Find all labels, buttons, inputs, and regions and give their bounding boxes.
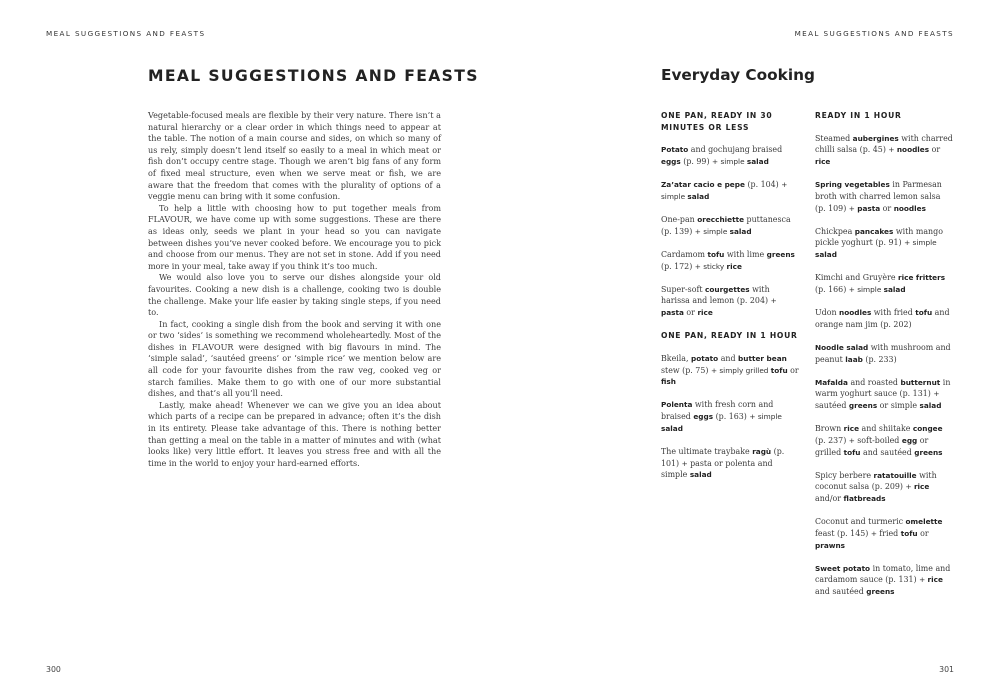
meal-text: (p. 99) <box>680 157 713 167</box>
meal-text: in tomato, lime and cardamom sauce (p. 131) <box>815 563 951 585</box>
dish-name: rice <box>697 308 713 317</box>
meal-suggestion <box>661 214 799 237</box>
meal-text: with fresh corn and braised <box>661 400 774 421</box>
dish-name: Polenta <box>661 400 693 410</box>
meal-text: and/or <box>815 494 844 503</box>
menu-column-left <box>661 110 799 492</box>
meal-text: or grilled <box>815 435 929 457</box>
menu-group-30-minutes <box>661 144 799 318</box>
intro-paragraph: To help a little with choosing how to put together meals from FLAVOUR, we have come up with some suggestions. These are there as ideas only, seeds we plant in your head so you can navigate between dishes you’ve never cooked before. We encourage you to pick and choose from our menus. They are not set in stone. Add if you need more in your meal, take away if you think it’s too much. <box>148 202 441 271</box>
dish-name: noodles <box>893 203 926 213</box>
dish-name: greens <box>848 401 878 410</box>
menu-group-ready-1-hour <box>815 133 953 598</box>
chapter-title: MEAL SUGGESTIONS AND FEASTS <box>148 67 479 85</box>
dish-name: tofu <box>770 365 788 375</box>
meal-text: or <box>880 203 894 213</box>
meal-text: + <box>681 458 691 468</box>
meal-text: stew (p. 75) <box>661 365 711 375</box>
meal-suggestion <box>815 470 953 505</box>
meal-text: Brown <box>815 424 844 434</box>
dish-name: rice <box>815 157 831 167</box>
meal-text: with fried <box>871 308 916 317</box>
dish-name: potato <box>691 353 719 363</box>
meal-suggestion <box>661 144 799 167</box>
meal-text: with harissa and lemon (p. 204) <box>661 284 771 306</box>
dish-name: rice <box>927 575 943 585</box>
meal-text: fried <box>879 528 901 538</box>
dish-name: Za’atar cacio e pepe <box>661 180 745 190</box>
meal-suggestion <box>815 307 953 330</box>
meal-text: with lime <box>724 249 767 259</box>
meal-text: + <box>848 203 858 213</box>
meal-text: + simple <box>848 284 884 294</box>
intro-paragraph: Lastly, make ahead! Whenever we can we give you an idea about which parts of a recipe can be prepared in advance; often it’s the dish in its entirety. Please take advantage of this. There is nothing better than getting a meal on the table in a matter of minutes and with (what looks like) very little effort. It leaves you stress free and with all the time in the world to enjoy your hard-earned efforts. <box>148 399 441 468</box>
meal-text: + <box>888 145 897 155</box>
meal-text: + <box>848 435 858 445</box>
dish-name: rice <box>843 424 860 434</box>
dish-name: eggs <box>661 157 681 167</box>
dish-name: salad <box>883 284 906 294</box>
meal-text: + <box>919 575 928 585</box>
meal-text: + simple <box>904 238 937 248</box>
dish-name: butter bean <box>738 353 787 363</box>
dish-name: egg <box>901 435 918 445</box>
meal-text: with mango pickle yoghurt (p. 91) <box>815 226 943 248</box>
meal-text: and shiitake <box>859 424 913 434</box>
page-number-right: 301 <box>939 665 954 674</box>
running-head-left: MEAL SUGGESTIONS AND FEASTS <box>46 29 206 38</box>
meal-text: and sautéed <box>815 587 867 596</box>
dish-name: greens <box>866 587 895 596</box>
dish-name: rice fritters <box>898 273 946 283</box>
dish-name: tofu <box>900 528 918 538</box>
meal-text: Spicy berbere <box>815 470 874 480</box>
meal-text: and <box>718 353 739 363</box>
meal-text: The ultimate traybake <box>661 446 753 456</box>
dish-name: courgettes <box>705 284 750 294</box>
dish-name: ragù <box>752 446 772 456</box>
section-title: Everyday Cooking <box>661 66 815 84</box>
meal-text: (p. 237) <box>815 435 849 445</box>
meal-text: and orange nam jim (p. 202) <box>815 308 950 329</box>
dish-name: omelette <box>905 517 943 527</box>
meal-suggestion <box>815 563 953 598</box>
intro-paragraph: Vegetable-focused meals are flexible by their very nature. There isn’t a natural hierarchy or a clear order in which things need to appear at the table. The notion of a main course and sides, on which so many of us rely, simply doesn’t lend itself so easily to a meal in which meat or fish don’t occupy centre stage. Though we aren’t big fans of any form of fixed meal structure, even when we serve meat or fish, we are aware that the freedom that comes with the plurality of options of a veggie menu can bring with it some confusion. <box>148 110 441 202</box>
meal-text: Kimchi and Gruyère <box>815 273 899 283</box>
meal-text: + simple <box>712 157 747 167</box>
meal-text: (p. 163) <box>713 412 750 421</box>
dish-name: salad <box>815 250 837 260</box>
meal-text: Steamed <box>815 133 853 143</box>
dish-name: salad <box>919 401 942 410</box>
meal-suggestion <box>661 249 799 272</box>
meal-text: Cardamom <box>661 249 708 259</box>
dish-name: salad <box>746 157 769 167</box>
meal-text: with mushroom and peanut <box>815 342 951 364</box>
meal-text: Bkeila, <box>661 353 692 363</box>
meal-text: in Parmesan broth with charred lemon salsa (p. 109) <box>815 180 942 213</box>
meal-text: and gochujang braised <box>688 145 783 155</box>
menu-heading-1-hour-one-pan: ONE PAN, READY IN 1 HOUR <box>661 331 798 341</box>
meal-text: + simple <box>661 180 788 201</box>
meal-text: + simple <box>749 412 782 421</box>
meal-text: + <box>933 389 940 399</box>
meal-text: (p. 101) <box>661 446 785 468</box>
dish-name: prawns <box>815 540 846 550</box>
meal-text: + <box>770 296 777 306</box>
dish-name: Potato <box>661 145 689 155</box>
dish-name: congee <box>912 424 943 434</box>
meal-text: feast (p. 145) <box>815 528 871 538</box>
dish-name: greens <box>914 447 943 457</box>
meal-suggestion <box>815 179 953 214</box>
meal-suggestion <box>661 284 799 319</box>
dish-name: orecchiette <box>697 215 745 224</box>
dish-name: Sweet potato <box>815 563 871 573</box>
dish-name: salad <box>729 226 752 236</box>
menu-heading-30-minutes: ONE PAN, READY IN 30 MINUTES OR LESS <box>661 111 773 132</box>
menu-heading-ready-1-hour: READY IN 1 HOUR <box>815 111 902 120</box>
dish-name: butternut <box>900 377 941 387</box>
dish-name: tofu <box>707 249 725 259</box>
dish-name: Mafalda <box>815 377 848 387</box>
dish-name: rice <box>913 482 930 492</box>
meal-text: or simple <box>877 401 920 410</box>
meal-text: puttanesca (p. 139) <box>661 215 791 236</box>
dish-name: tofu <box>915 308 933 317</box>
page-number-left: 300 <box>46 665 61 674</box>
meal-text: + simple <box>694 226 730 236</box>
meal-text: sautéed <box>815 401 849 410</box>
meal-text: in warm yoghurt sauce (p. 131) <box>815 377 951 399</box>
meal-text: + sticky <box>694 261 727 271</box>
dish-name: aubergines <box>852 133 899 143</box>
meal-suggestion <box>815 272 953 295</box>
meal-text: One-pan <box>661 215 698 224</box>
meal-suggestion <box>661 399 799 434</box>
meal-suggestion <box>661 353 799 388</box>
meal-suggestion <box>661 446 799 481</box>
dish-name: fish <box>661 377 676 387</box>
meal-text: (p. 104) <box>744 180 782 190</box>
dish-name: salad <box>687 191 710 201</box>
intro-text <box>148 110 441 469</box>
dish-name: salad <box>661 423 683 433</box>
intro-paragraph: We would also love you to serve our dishes alongside your old favourites. Cooking a new dish is a challenge, cooking two is double the challenge. Make your life easier by taking single steps, if you need to. <box>148 272 441 318</box>
meal-suggestion <box>815 133 953 168</box>
meal-text: + <box>870 528 880 538</box>
meal-suggestion <box>815 342 953 365</box>
meal-text: (p. 166) <box>815 284 849 294</box>
dish-name: pasta <box>857 203 881 213</box>
dish-name: rice <box>726 261 742 271</box>
meal-text: Super-soft <box>661 284 706 294</box>
meal-text: with charred chilli salsa (p. 45) <box>815 133 953 155</box>
dish-name: tofu <box>843 447 861 457</box>
meal-text: (p. 233) <box>862 354 897 364</box>
dish-name: pasta <box>661 308 684 317</box>
meal-text: or <box>929 145 941 155</box>
meal-text: Udon <box>815 308 840 317</box>
meal-text: with coconut salsa (p. 209) <box>815 470 937 492</box>
meal-suggestion <box>661 179 799 202</box>
meal-text: soft-boiled <box>857 435 902 445</box>
meal-text: pasta or polenta and simple <box>661 458 773 480</box>
menu-group-1-hour-one-pan <box>661 353 799 481</box>
menu-column-right <box>815 110 953 609</box>
meal-suggestion <box>815 516 953 551</box>
meal-text: Chickpea <box>815 226 855 236</box>
dish-name: noodles <box>896 145 930 155</box>
intro-paragraph: In fact, cooking a single dish from the book and serving it with one or two ‘sides’ is something we recommend wholeheartedly. Most of the dishes in FLAVOUR were designed with big flavours in mind. The ‘simple salad’, ‘sautéed greens’ or ‘simple rice’ we mention below are all code for your favourite dishes from the raw veg, cooked veg or starch families. Make them to go with one of our more substantial dishes, and that’s all you’ll need. <box>148 318 441 399</box>
dish-name: laab <box>845 354 863 364</box>
meal-text: and roasted <box>847 377 901 387</box>
running-head-right: MEAL SUGGESTIONS AND FEASTS <box>794 29 954 38</box>
meal-text: Coconut and turmeric <box>815 517 906 527</box>
meal-text: + <box>905 482 914 492</box>
dish-name: flatbreads <box>843 494 886 503</box>
meal-suggestion <box>815 423 953 458</box>
dish-name: pancakes <box>854 226 894 236</box>
meal-text: or <box>683 308 698 317</box>
meal-text: or <box>917 528 929 538</box>
dish-name: eggs <box>693 412 714 421</box>
meal-text: and sautéed <box>860 447 915 457</box>
meal-text: or <box>787 365 799 375</box>
dish-name: Noodle salad <box>815 342 869 352</box>
dish-name: greens <box>766 249 795 259</box>
dish-name: Spring vegetables <box>815 180 890 190</box>
meal-text: (p. 172) <box>661 261 695 271</box>
dish-name: ratatouille <box>873 470 917 480</box>
dish-name: noodles <box>839 308 872 317</box>
meal-suggestion <box>815 226 953 261</box>
meal-text: + simply grilled <box>710 365 771 375</box>
dish-name: salad <box>689 470 712 480</box>
meal-suggestion <box>815 377 953 412</box>
